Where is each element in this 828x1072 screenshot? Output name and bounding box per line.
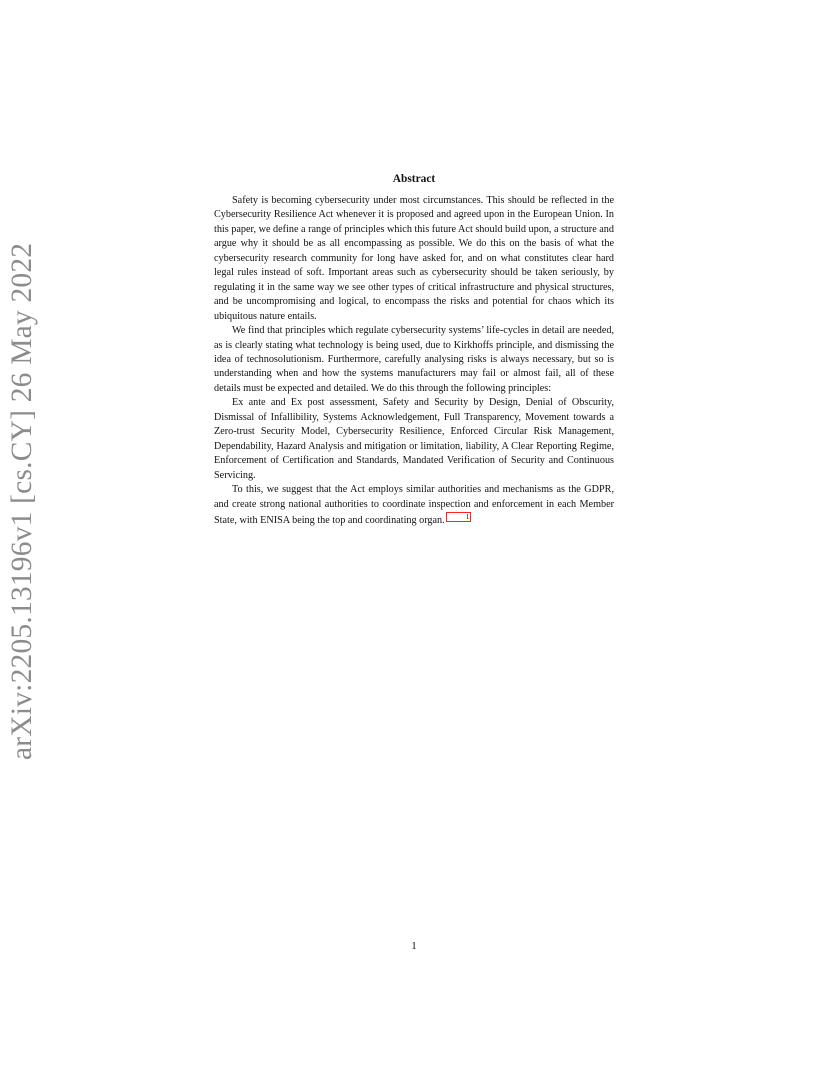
abstract-paragraph-last [214, 483, 614, 528]
abstract-paragraph-text: To this, we suggest that the Act employs similar authorities and mechanisms as the GDPR, and create strong national authorities to coordinate inspection and enforcement in each Member State, with ENISA being the top and coordinating organ. [214, 484, 614, 526]
abstract-heading: Abstract [392, 173, 436, 185]
abstract-body [214, 194, 614, 528]
footnote-link[interactable]: 1 [446, 512, 472, 522]
arxiv-identifier-stamp: arXiv:2205.13196v1 [cs.CY] 26 May 2022 [6, 242, 38, 760]
abstract-paragraph: We find that principles which regulate cybersecurity systems’ life-cycles in detail are needed, as is clearly stating what technology is being used, due to Kirkhoffs principle, and dismissing the idea of technosolutionism. Furthermore, carefully analysing risks is always necessary, but so is understanding when and how the systems manufacturers may fail or almost fail, all of these details must be expected and detailed. We do this through the following principles: [214, 325, 614, 394]
abstract-paragraph: Ex ante and Ex post assessment, Safety and Security by Design, Denial of Obscurity, Dismissal of Infallibility, Systems Acknowledgement, Full Transparency, Movement towards a Zero-trust Security Model, Cybersecurity Resilience, Enforced Circular Risk Management, Dependability, Hazard Analysis and mitigation or limitation, liability, A Clear Reporting Regime, Enforcement of Certification and Standards, Mandated Verification of Security and Continuous Servicing. [214, 397, 614, 481]
abstract-paragraph: Safety is becoming cybersecurity under most circumstances. This should be reflected in the Cybersecurity Resilience Act whenever it is proposed and agreed upon in the European Union. In this paper, we define a range of principles which this future Act should build upon, a structure and argue why it should be as all encompassing as possible. We do this on the basis of what the cybersecurity research community for long have asked for, and on what constitutes clear hard legal rules instead of soft. Important areas such as cybersecurity should be taken seriously, by regulating it in the same way we see other types of critical infrastructure and physical structures, and be uncompromising and logical, to encompass the risks and potential for chaos which its ubiquitous nature entails. [214, 195, 614, 322]
page-number: 1 [411, 940, 417, 952]
